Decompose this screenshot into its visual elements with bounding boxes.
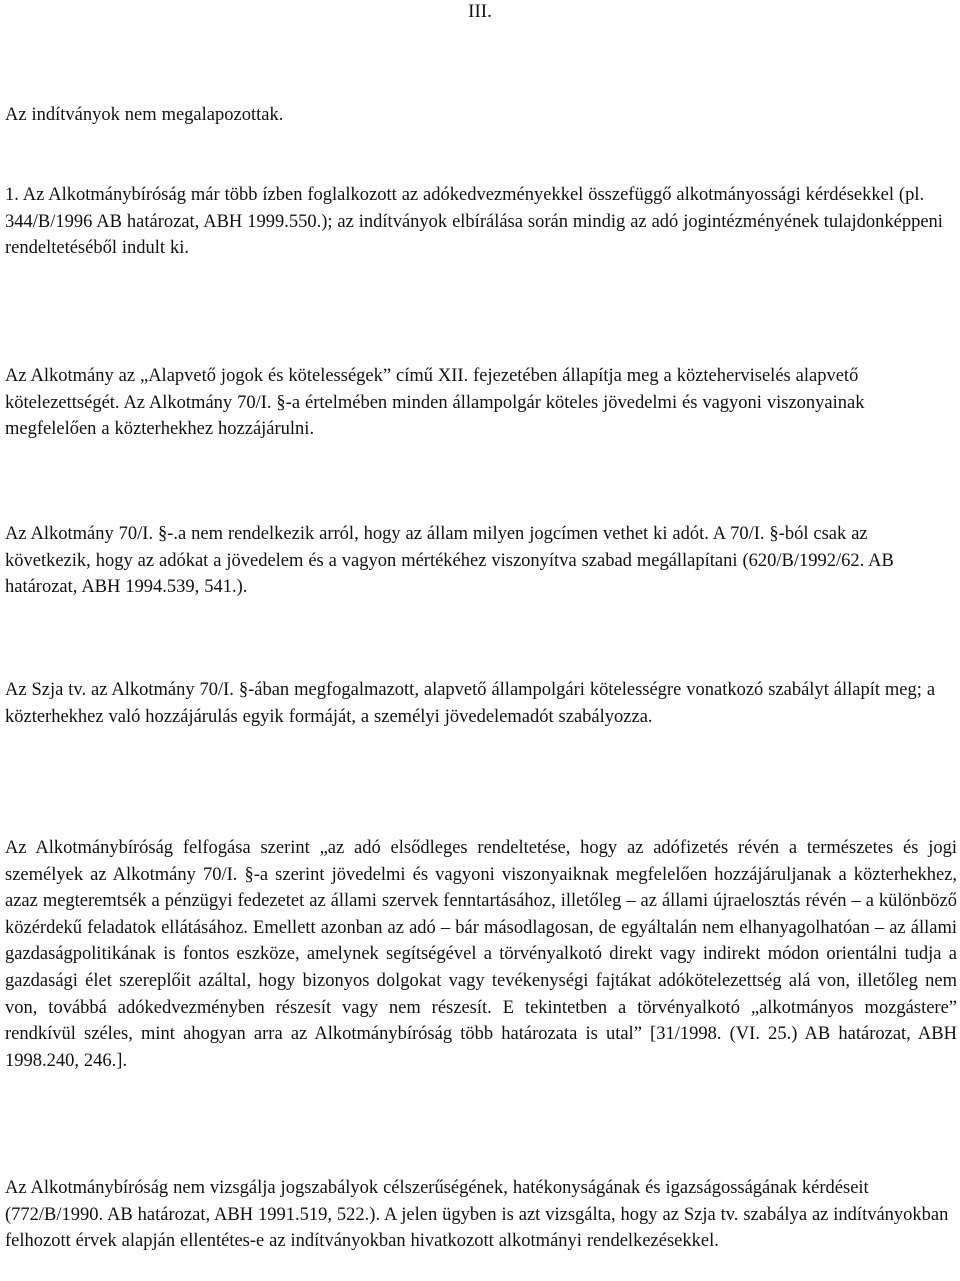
paragraph-6: Az Alkotmánybíróság nem vizsgálja jogszabályok célszerűségének, hatékonyságának és igazságosságának kérdéseit (772/B/1990. AB határozat, ABH 1991.519, 522.). A jelen ügyben is azt vizsgálta, hogy az Szja tv. szabálya az indítványokban felhozott érvek alapján ellentétes-e az indítványokban hivatkozott alkotmányi rendelkezésekkel. xyxy=(5,1178,949,1252)
section-heading: III. xyxy=(468,1,492,22)
paragraph-intro: Az indítványok nem megalapozottak. xyxy=(5,105,284,125)
paragraph-5: Az Alkotmánybíróság felfogása szerint „az adó elsődleges rendeltetése, hogy az adófizetés révén a természetes és jogi személyek az Alkotmány 70/I. §-a szerint jövedelmi és vagyoni viszonyaiknak megfelelően hozzájáruljanak a közterhekhez, azaz megteremtsék a pénzügyi fedezetet az állami szervek fenntartásához, illetőleg – az állami újraelosztás révén – a különböző közérdekű feladatok ellátásához. Emellett azonban az adó – bár másodlagosan, de egyáltalán nem elhanyagolhatóan – az állami gazdaságpolitikának is fontos eszköze, amelynek segítségével a törvényalkotó direkt vagy indirekt módon orientálni tudja a gazdasági élet szereplőit azáltal, hogy bizonyos dolgokat vagy tevékenységi fajtákat adókötelezettség alá von, illetőleg nem von, továbbá adókedvezményben részesít vagy nem részesít. E tekintetben a törvényalkotó „alkotmányos mozgástere” rendkívül széles, mint ahogyan arra az Alkotmánybíróság több határozata is utal” [31/1998. (VI. 25.) AB határozat, ABH 1998.240, 246.]. xyxy=(5,838,957,1071)
paragraph-4: Az Szja tv. az Alkotmány 70/I. §-ában megfogalmazott, alapvető állampolgári kötelességre vonatkozó szabályt állapít meg; a közterhekhez való hozzájárulás egyik formáját, a személyi jövedelemadót szabályozza. xyxy=(5,680,936,727)
paragraph-2: Az Alkotmány az „Alapvető jogok és kötelességek” című XII. fejezetében állapítja meg a közteherviselés alapvető kötelezettségét. Az Alkotmány 70/I. §-a értelmében minden állampolgár köteles jövedelmi és vagyoni viszonyainak megfelelően a közterhekhez hozzájárulni. xyxy=(5,366,865,440)
paragraph-1: 1. Az Alkotmánybíróság már több ízben foglalkozott az adókedvezményekkel összefüggő alkotmányossági kérdésekkel (pl. 344/B/1996 AB határozat, ABH 1999.550.); az indítványok elbírálása során mindig az adó jogintézményének tulajdonképpeni rendeltetéséből indult ki. xyxy=(5,185,943,259)
paragraph-3: Az Alkotmány 70/I. §-.a nem rendelkezik arról, hogy az állam milyen jogcímen vethet ki adót. A 70/I. §-ból csak az következik, hogy az adókat a jövedelem és a vagyon mértékéhez viszonyítva szabad megállapítani (620/B/1992/62. AB határozat, ABH 1994.539, 541.). xyxy=(5,524,894,598)
